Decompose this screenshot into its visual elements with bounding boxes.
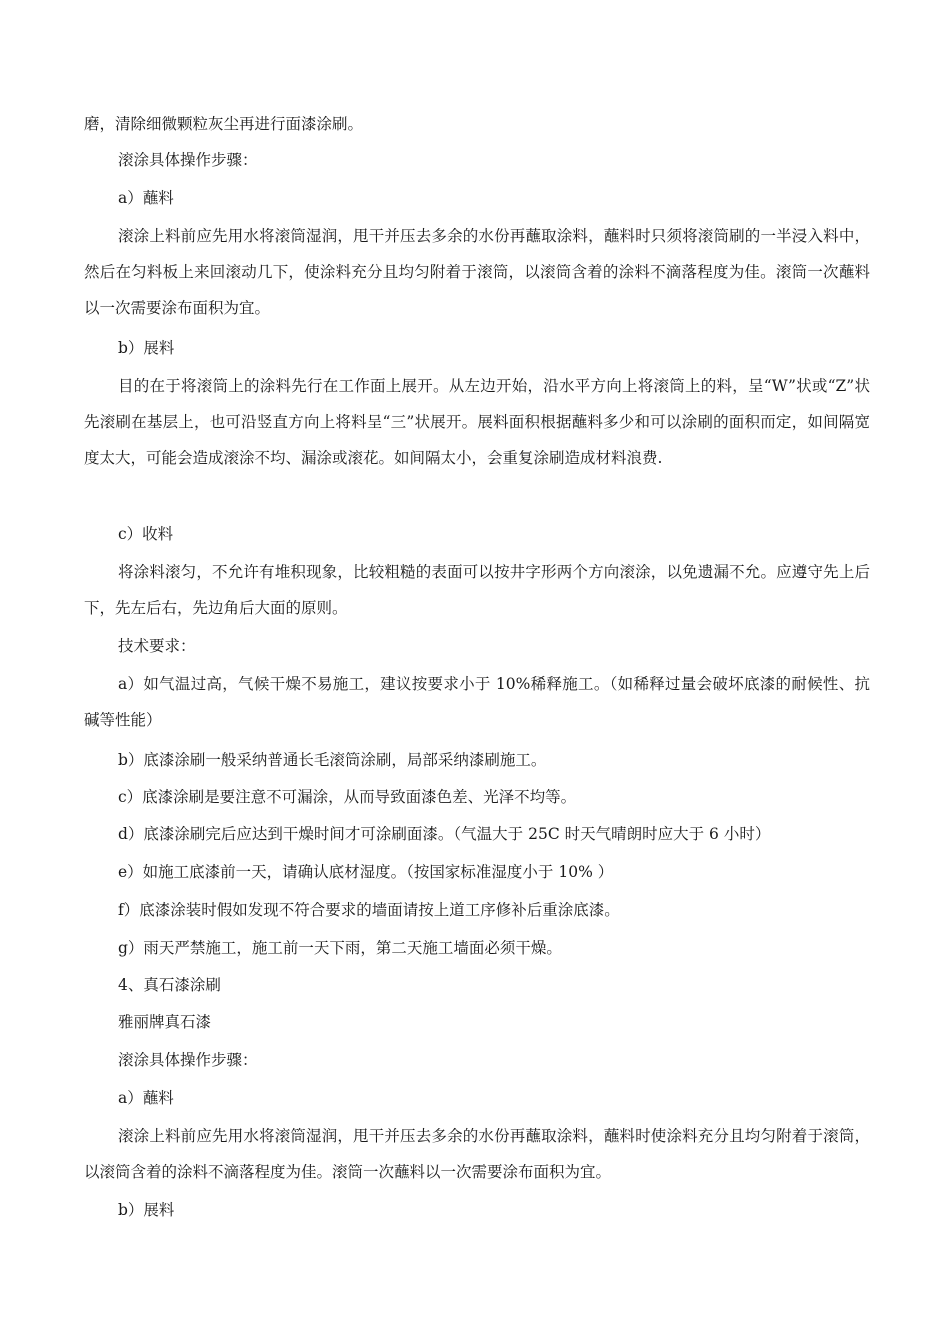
paragraph-finish-detail: 将涂料滚匀，不允许有堆积现象，比较粗糙的表面可以按井字形两个方向滚涂，以免遗漏不允。应遵守先上后下，先左后右，先边角后大面的原则。	[84, 563, 870, 617]
requirement-e: e）如施工底漆前一天，请确认底材湿度。（按国家标准湿度小于 10% ）	[118, 863, 614, 881]
step-b-spread: b）展料	[118, 339, 175, 357]
product-name: 雅丽牌真石漆	[118, 1013, 212, 1031]
paragraph-continuation: 磨，清除细微颗粒灰尘再进行面漆涂刷。	[84, 115, 364, 133]
requirement-a: a）如气温过高，气候干燥不易施工，建议按要求小于 10%稀释施工。（如稀释过量会破坏底漆的耐候性、抗碱等性能）	[84, 675, 870, 729]
requirement-b: b）底漆涂刷一般采纳普通长毛滚筒涂刷，局部采纳漆刷施工。	[118, 751, 547, 769]
requirement-c: c）底漆涂刷是要注意不可漏涂，从而导致面漆色差、光泽不均等。	[118, 788, 577, 806]
heading-tech-requirements: 技术要求：	[118, 637, 196, 655]
paragraph-spread-detail: 目的在于将滚筒上的涂料先行在工作面上展开。从左边开始，沿水平方向上将滚筒上的料，呈“W”状或“Z”状先滚刷在基层上，也可沿竖直方向上将料呈“三”状展开。展料面积根据蘸料多少和可以涂刷的面积而定，如间隔宽度太大，可能会造成滚涂不均、漏涂或滚花。如间隔太小，会重复涂刷造成材料浪费.	[84, 377, 870, 467]
requirement-f: f）底漆涂装时假如发现不符合要求的墙面请按上道工序修补后重涂底漆。	[118, 901, 620, 919]
step-a-dip-2: a）蘸料	[118, 1089, 174, 1107]
heading-roll-steps-2: 滚涂具体操作步骤：	[118, 1051, 258, 1069]
heading-roll-steps: 滚涂具体操作步骤：	[118, 151, 258, 169]
requirement-g: g）雨天严禁施工，施工前一天下雨，第二天施工墙面必须干燥。	[118, 939, 562, 957]
paragraph-dip-detail-2: 滚涂上料前应先用水将滚筒湿润，甩干并压去多余的水份再蘸取涂料，蘸料时使涂料充分且均匀附着于滚筒，以滚筒含着的涂料不滴落程度为佳。滚筒一次蘸料以一次需要涂布面积为宜。	[84, 1127, 870, 1181]
step-a-dip: a）蘸料	[118, 189, 174, 207]
step-b-spread-2: b）展料	[118, 1201, 175, 1219]
step-c-finish: c）收料	[118, 525, 174, 543]
section-heading-stone-paint: 4、真石漆涂刷	[118, 976, 221, 994]
paragraph-dip-detail: 滚涂上料前应先用水将滚筒湿润，甩干并压去多余的水份再蘸取涂料，蘸料时只须将滚筒刷的一半浸入料中，然后在匀料板上来回滚动几下，使涂料充分且均匀附着于滚筒，以滚筒含着的涂料不滴落程度为佳。滚筒一次蘸料以一次需要涂布面积为宜。	[84, 227, 870, 317]
requirement-d: d）底漆涂刷完后应达到干燥时间才可涂刷面漆。（气温大于 25C 时天气晴朗时应大于 6 小时）	[118, 825, 771, 843]
